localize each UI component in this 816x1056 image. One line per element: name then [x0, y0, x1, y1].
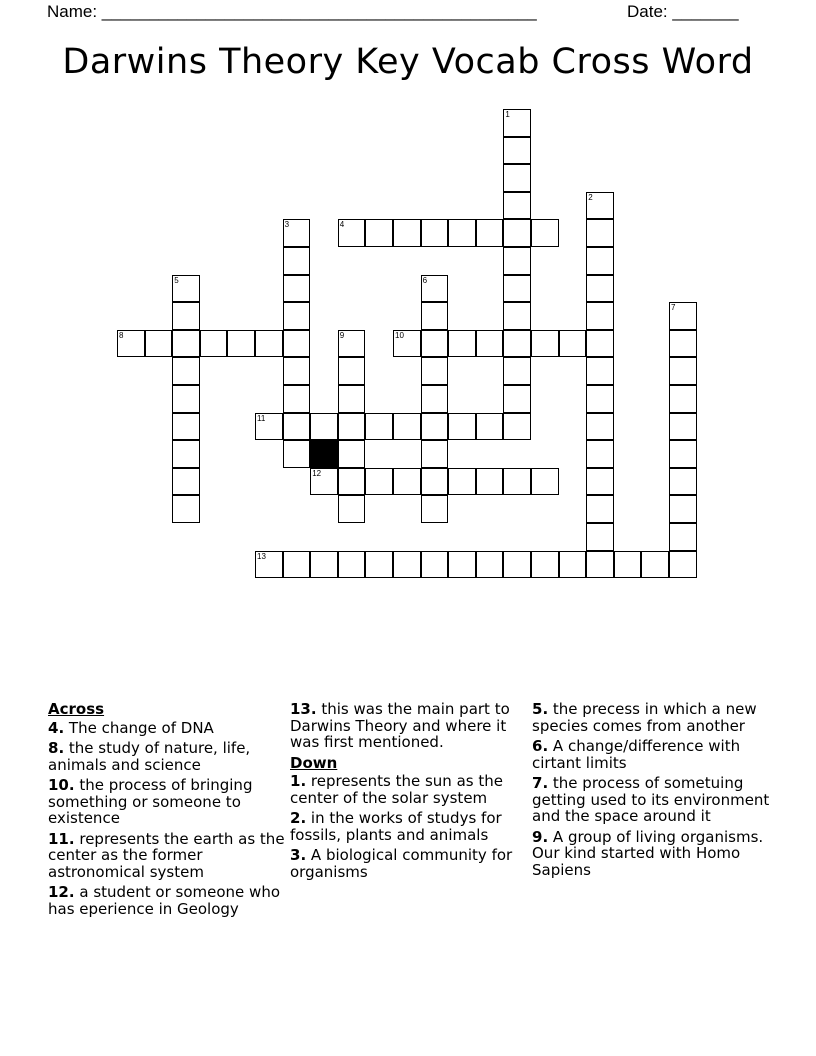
grid-cell[interactable] [669, 440, 697, 468]
grid-cell[interactable] [421, 495, 449, 523]
clue-number-label: 6 [422, 275, 428, 285]
clue-text: a student or someone who has eperience in Geology [48, 883, 281, 918]
down-heading: Down [290, 753, 338, 772]
grid-cell[interactable] [172, 440, 200, 468]
grid-cell[interactable] [586, 468, 614, 496]
grid-cell[interactable] [586, 413, 614, 441]
clues-column-1 [48, 701, 288, 921]
grid-cell[interactable] [476, 219, 504, 247]
grid-cell[interactable] [503, 330, 531, 358]
grid-cell[interactable] [365, 413, 393, 441]
clue-number-label: 11 [257, 413, 266, 423]
grid-cell[interactable] [586, 440, 614, 468]
grid-cell[interactable] [669, 302, 697, 330]
grid-cell[interactable] [338, 357, 366, 385]
grid-cell[interactable] [255, 413, 283, 441]
grid-cell[interactable] [586, 495, 614, 523]
grid-cell[interactable] [338, 468, 366, 496]
grid-cell[interactable] [283, 357, 311, 385]
grid-cell[interactable] [476, 468, 504, 496]
grid-cell[interactable] [338, 495, 366, 523]
grid-cell[interactable] [200, 330, 228, 358]
clues-column-3 [532, 701, 772, 882]
clue-text: the process of bringing something or someone to existence [48, 776, 253, 827]
grid-cell[interactable] [338, 330, 366, 358]
clue-across-11: 11. represents the earth as the center as the former astronomical system [48, 829, 285, 881]
clue-number-label: 5 [174, 275, 179, 285]
grid-cell[interactable] [503, 109, 531, 137]
grid-cell[interactable] [669, 357, 697, 385]
clue-down-1: 1. represents the sun as the center of the solar system [290, 772, 503, 807]
grid-cell[interactable] [393, 551, 421, 579]
grid-cell[interactable] [531, 468, 559, 496]
clue-text: represents the earth as the center as the former astronomical system [48, 829, 285, 881]
grid-cell[interactable] [145, 330, 173, 358]
grid-cell[interactable] [172, 385, 200, 413]
grid-cell[interactable] [586, 219, 614, 247]
grid-cell[interactable] [503, 247, 531, 275]
grid-cell[interactable] [586, 385, 614, 413]
grid-cell[interactable] [476, 551, 504, 579]
clue-text: A group of living organisms. Our kind started with Homo Sapiens [532, 827, 764, 879]
grid-cell[interactable] [559, 551, 587, 579]
grid-cell[interactable] [283, 247, 311, 275]
clue-number: 9 [532, 827, 543, 846]
across-heading: Across [48, 700, 105, 718]
clue-number-label: 3 [284, 220, 290, 230]
grid-cell[interactable] [255, 551, 283, 579]
clue-number: 6 [532, 737, 543, 755]
clue-text: in the works of studys for fossils, plants and animals [290, 809, 502, 844]
clue-number: 10 [48, 776, 69, 794]
clue-number: 11 [48, 829, 69, 848]
clue-number-label: 1 [505, 110, 510, 119]
grid-cell[interactable] [669, 330, 697, 358]
grid-cell[interactable] [421, 440, 449, 468]
grid-cell[interactable] [310, 413, 338, 441]
grid-cell[interactable] [365, 468, 393, 496]
grid-cell[interactable] [421, 275, 449, 303]
grid-cell[interactable] [338, 413, 366, 441]
grid-cell[interactable] [503, 302, 531, 330]
grid-cell[interactable] [476, 330, 504, 358]
clue-number: 7 [532, 774, 543, 792]
grid-cell[interactable] [393, 219, 421, 247]
name-field-label: Name: ______________________________________________ [47, 2, 537, 21]
date-field-label: Date: _______ [627, 2, 739, 21]
clue-number-label: 10 [395, 330, 404, 340]
grid-cell[interactable] [669, 523, 697, 551]
grid-cell[interactable] [283, 440, 311, 468]
grid-cell[interactable] [503, 137, 531, 165]
grid-cell[interactable] [586, 357, 614, 385]
page-title: Darwins Theory Key Vocab Cross Word [62, 42, 754, 82]
grid-cell[interactable] [421, 413, 449, 441]
grid-cell[interactable] [586, 275, 614, 303]
grid-cell[interactable] [172, 413, 200, 441]
grid-cell[interactable] [421, 551, 449, 579]
grid-cell[interactable] [503, 385, 531, 413]
clue-down-2: 2. in the works of studys for fossils, plants and animals [290, 809, 502, 844]
grid-cell[interactable] [421, 357, 449, 385]
clue-number: 5 [532, 700, 543, 718]
grid-cell[interactable] [503, 551, 531, 579]
grid-cell[interactable] [669, 495, 697, 523]
grid-cell[interactable] [448, 330, 476, 358]
clue-number: 1 [290, 772, 301, 790]
clue-text: The change of DNA [68, 718, 214, 737]
grid-cell[interactable] [503, 413, 531, 441]
clue-down-3: 3. A biological community for organisms [290, 846, 513, 881]
grid-cell[interactable] [448, 219, 476, 247]
clues-column-2 [290, 701, 530, 884]
clue-number: 12 [48, 883, 69, 901]
grid-cell[interactable] [283, 551, 311, 579]
grid-cell[interactable] [255, 330, 283, 358]
clue-across-12: 12. a student or someone who has eperience in Geology [48, 883, 281, 918]
grid-cell[interactable] [503, 468, 531, 496]
grid-cell[interactable] [421, 330, 449, 358]
grid-cell[interactable] [448, 551, 476, 579]
grid-cell[interactable] [338, 385, 366, 413]
grid-cell[interactable] [172, 357, 200, 385]
grid-cell[interactable] [172, 330, 200, 358]
grid-cell[interactable] [448, 413, 476, 441]
grid-cell[interactable] [586, 302, 614, 330]
grid-cell[interactable] [338, 440, 366, 468]
clue-number-label: 4 [339, 220, 345, 230]
clue-down-9: 9. A group of living organisms. Our kind started with Homo Sapiens [532, 827, 764, 879]
clue-text: the process of sometuing getting used to its environment and the space around it [532, 774, 770, 825]
grid-cell[interactable] [586, 330, 614, 358]
grid-cell[interactable] [614, 551, 642, 579]
grid-cell[interactable] [531, 330, 559, 358]
clue-number-label: 7 [671, 303, 676, 313]
clue-down-5: 5. the precess in which a new species comes from another [532, 700, 757, 735]
grid-cell[interactable] [421, 468, 449, 496]
clue-number: 4 [48, 718, 59, 737]
grid-cell[interactable] [669, 468, 697, 496]
clue-down-6: 6. A change/difference with cirtant limits [532, 737, 741, 772]
clue-across-13: 13. this was the main part to Darwins Theory and where it was first mentioned. [290, 700, 510, 751]
grid-cell[interactable] [421, 385, 449, 413]
grid-cell[interactable] [172, 495, 200, 523]
grid-cell[interactable] [641, 551, 669, 579]
grid-cell[interactable] [338, 219, 366, 247]
grid-cell[interactable] [172, 275, 200, 303]
clue-number-label: 2 [588, 192, 593, 202]
grid-cell[interactable] [503, 164, 531, 192]
grid-cell[interactable] [283, 413, 311, 441]
grid-cell[interactable] [421, 302, 449, 330]
clue-text: this was the main part to Darwins Theory and where it was first mentioned. [290, 700, 510, 751]
grid-cell[interactable] [283, 385, 311, 413]
grid-cell[interactable] [172, 302, 200, 330]
grid-cell[interactable] [669, 551, 697, 579]
grid-cell[interactable] [448, 468, 476, 496]
black-cell [310, 440, 338, 468]
clue-text: represents the sun as the center of the solar system [290, 772, 503, 807]
grid-cell[interactable] [476, 413, 504, 441]
grid-cell[interactable] [310, 468, 338, 496]
clue-across-8: 8. the study of nature, life, animals and science [48, 739, 251, 774]
grid-cell[interactable] [310, 551, 338, 579]
clue-down-7: 7. the process of sometuing getting used to its environment and the space around it [532, 774, 770, 825]
clue-number: 13 [290, 700, 311, 718]
grid-cell[interactable] [393, 468, 421, 496]
grid-cell[interactable] [421, 219, 449, 247]
grid-cell[interactable] [393, 413, 421, 441]
clue-number-label: 9 [339, 330, 345, 340]
clue-text: A biological community for organisms [290, 846, 513, 881]
grid-cell[interactable] [669, 385, 697, 413]
clue-across-10: 10. the process of bringing something or someone to existence [48, 776, 253, 827]
clue-number: 3 [290, 846, 301, 864]
grid-cell[interactable] [172, 468, 200, 496]
grid-cell[interactable] [503, 219, 531, 247]
clue-number-label: 12 [312, 468, 322, 478]
clue-text: the precess in which a new species comes from another [532, 700, 757, 735]
grid-cell[interactable] [283, 275, 311, 303]
grid-cell[interactable] [586, 247, 614, 275]
clue-number-label: 8 [119, 330, 124, 340]
clue-number: 8 [48, 739, 59, 757]
grid-cell[interactable] [503, 192, 531, 220]
grid-cell[interactable] [503, 357, 531, 385]
clue-across-4: 4. The change of DNA [48, 718, 214, 737]
clue-number: 2 [290, 809, 301, 827]
grid-cell[interactable] [586, 523, 614, 551]
grid-cell[interactable] [531, 551, 559, 579]
grid-cell[interactable] [365, 551, 393, 579]
grid-cell[interactable] [365, 219, 393, 247]
grid-cell[interactable] [586, 192, 614, 220]
grid-cell[interactable] [559, 330, 587, 358]
grid-cell[interactable] [338, 551, 366, 579]
grid-cell[interactable] [117, 330, 145, 358]
grid-cell[interactable] [227, 330, 255, 358]
grid-cell[interactable] [393, 330, 421, 358]
grid-cell[interactable] [283, 219, 311, 247]
grid-cell[interactable] [503, 275, 531, 303]
grid-cell[interactable] [283, 330, 311, 358]
clue-text: the study of nature, life, animals and science [48, 739, 251, 774]
grid-cell[interactable] [669, 413, 697, 441]
grid-cell[interactable] [283, 302, 311, 330]
grid-cell[interactable] [586, 551, 614, 579]
clue-number-label: 13 [257, 551, 266, 561]
grid-cell[interactable] [531, 219, 559, 247]
clue-text: A change/difference with cirtant limits [532, 737, 741, 772]
